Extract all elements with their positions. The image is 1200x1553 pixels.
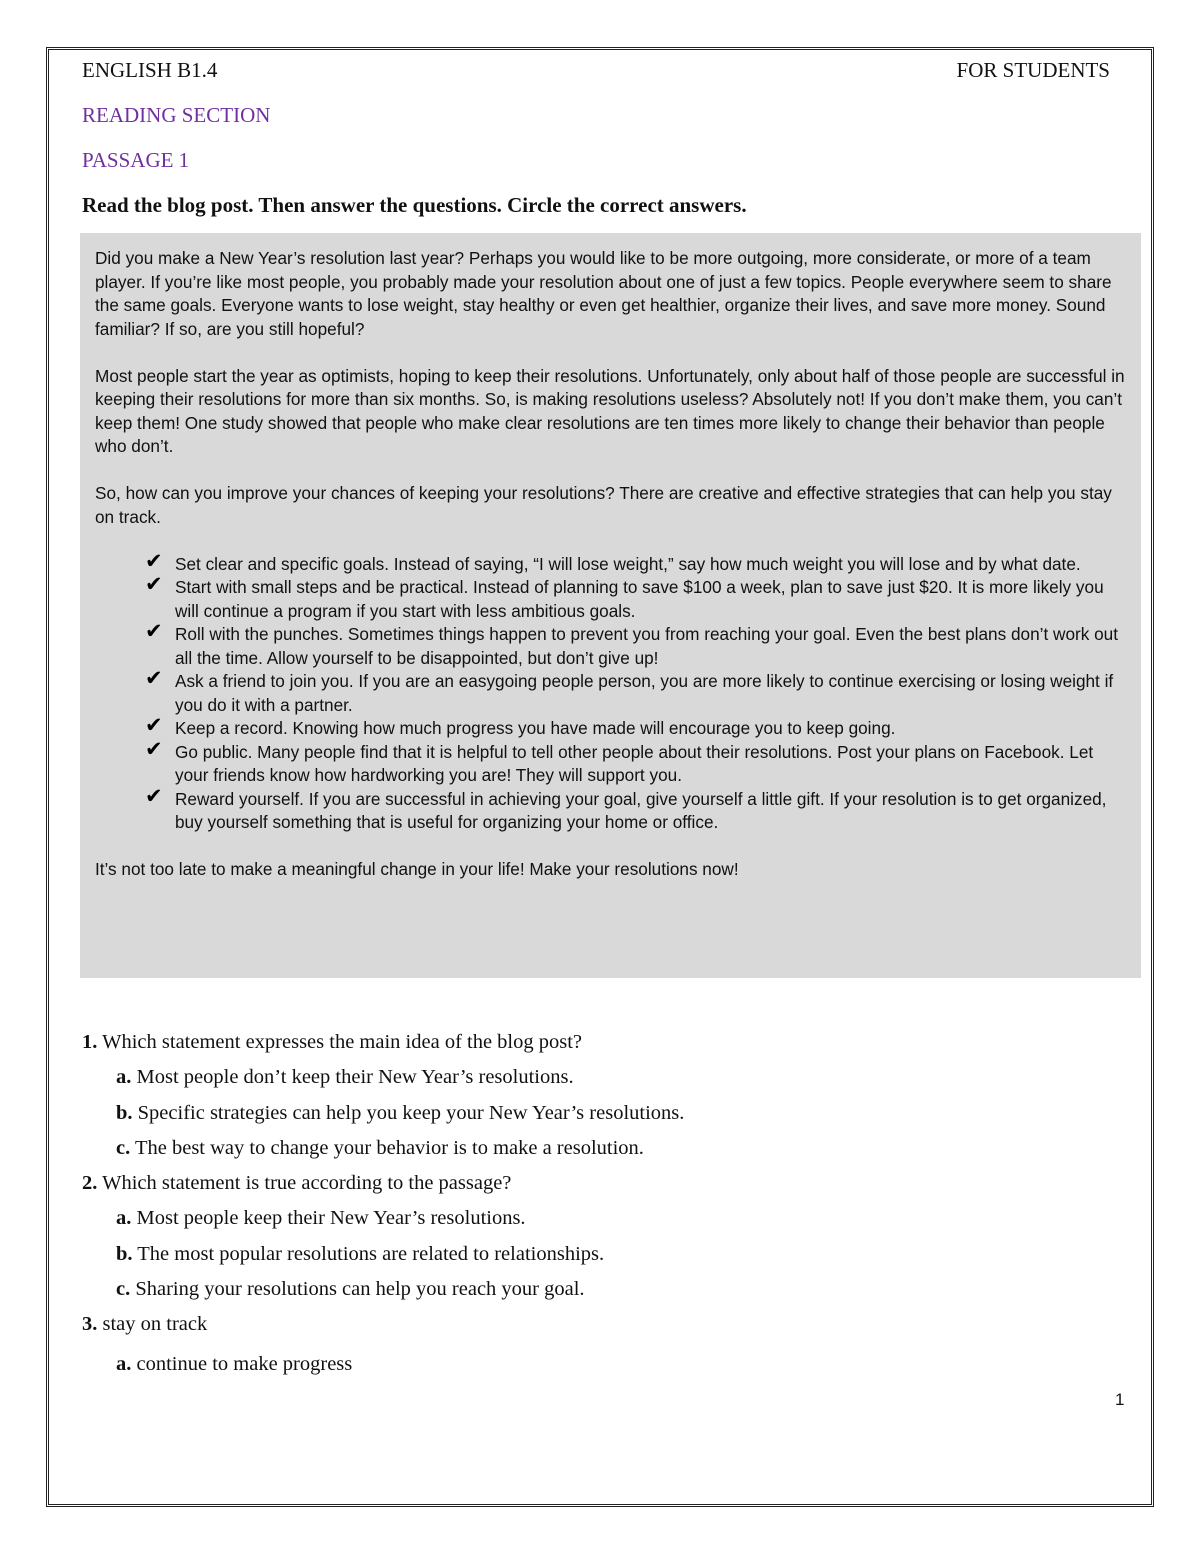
answer-option[interactable] xyxy=(82,1098,1082,1133)
strategy-item xyxy=(145,572,1125,623)
question-number: 1. xyxy=(82,1031,98,1053)
blog-paragraph: Most people start the year as optimists, hoping to keep their resolutions. Unfortunately, only about half of those people are successful in keeping their resolutions for more than six months. So, is making resolutions useless? Absolutely not! If you don’t make them, you can’t keep them! One study showed that people who make clear resolutions are ten times more likely to change their behavior than people who don’t. xyxy=(95,365,1125,456)
question-3 xyxy=(82,1309,1082,1344)
answer-option[interactable] xyxy=(82,1203,1082,1238)
blog-closing: It’s not too late to make a meaningful change in your life! Make your resolutions now! xyxy=(95,859,739,879)
option-text: Most people don’t keep their New Year’s resolutions. xyxy=(131,1066,574,1089)
question-list xyxy=(82,1027,1082,1384)
option-letter: a. xyxy=(116,1352,132,1375)
strategy-item xyxy=(145,783,1125,835)
checkmark-icon: ✔ xyxy=(145,736,163,761)
checkmark-icon: ✔ xyxy=(145,666,163,690)
strategy-list xyxy=(95,548,1125,835)
blog-post xyxy=(80,233,1141,978)
checkmark-icon: ✔ xyxy=(145,572,163,596)
option-text: continue to make progress xyxy=(131,1352,353,1375)
option-text: The best way to change your behavior is to make a resolution. xyxy=(130,1136,644,1159)
checkmark-icon: ✔ xyxy=(145,548,163,573)
answer-option[interactable] xyxy=(82,1062,1082,1097)
answer-option[interactable] xyxy=(82,1349,1082,1384)
option-letter: b. xyxy=(116,1242,133,1265)
strategy-item xyxy=(145,619,1125,670)
question-text: stay on track xyxy=(97,1313,208,1336)
question-1 xyxy=(82,1027,1082,1062)
strategy-text: Keep a record. Knowing how much progress you have made will encourage you to keep going. xyxy=(175,718,896,738)
option-text: Most people keep their New Year’s resolutions. xyxy=(131,1207,526,1230)
answer-option[interactable] xyxy=(82,1133,1082,1168)
option-letter: c. xyxy=(116,1136,131,1159)
option-letter: c. xyxy=(116,1278,131,1301)
option-letter: a. xyxy=(116,1066,132,1089)
option-text: Specific strategies can help you keep your New Year’s resolutions. xyxy=(132,1101,685,1124)
strategy-text: Roll with the punches. Sometimes things happen to prevent you from reaching your goal. Even the best plans don’t work out all the time. Allow yourself to be disappointed, but don’t give up! xyxy=(175,624,1118,668)
question-text: Which statement is true according to the passage? xyxy=(97,1172,512,1195)
checkmark-icon: ✔ xyxy=(145,619,163,643)
answer-option[interactable] xyxy=(82,1274,1082,1309)
instructions: Read the blog post. Then answer the questions. Circle the correct answers. xyxy=(82,193,747,217)
blog-paragraph: So, how can you improve your chances of keeping your resolutions? There are creative and effective strategies that can help you stay on track. xyxy=(95,483,1112,527)
page-header xyxy=(82,58,1110,84)
strategy-item xyxy=(145,666,1125,717)
strategy-text: Ask a friend to join you. If you are an easygoing people person, you are more likely to continue exercising or losing weight if you do it with a partner. xyxy=(175,671,1114,715)
strategy-item xyxy=(145,713,1125,741)
strategy-item xyxy=(145,736,1125,788)
strategy-text: Go public. Many people find that it is helpful to tell other people about their resolutions. Post your plans on Facebook. Let your friends know how hardworking you are! They will support you. xyxy=(175,741,1094,785)
strategy-item xyxy=(145,548,1125,577)
blog-paragraph: Did you make a New Year’s resolution last year? Perhaps you would like to be more outgoing, more considerate, or more of a team player. If you’re like most people, you probably made your resolution about one of just a few topics. People everywhere seem to share the same goals. Everyone wants to lose weight, stay healthy or even get healthier, organize their lives, and save more money. Sound familiar? If so, are you still hopeful? xyxy=(95,248,1112,339)
audience-label: FOR STUDENTS xyxy=(956,58,1110,82)
question-2 xyxy=(82,1168,1082,1203)
answer-option[interactable] xyxy=(82,1239,1082,1274)
option-text: The most popular resolutions are related to relationships. xyxy=(132,1242,605,1265)
page-number: 1 xyxy=(1115,1390,1125,1409)
strategy-text: Reward yourself. If you are successful in achieving your goal, give yourself a little gift. If your resolution is to get organized, buy yourself something that is useful for organizing your home or office. xyxy=(175,788,1107,832)
course-title: ENGLISH B1.4 xyxy=(82,58,218,82)
option-letter: a. xyxy=(116,1207,132,1230)
passage-title: PASSAGE 1 xyxy=(82,148,190,172)
strategy-text: Start with small steps and be practical. Instead of planning to save $100 a week, plan to save just $20. It is more likely you will continue a program if you start with less ambitious goals. xyxy=(175,577,1104,621)
checkmark-icon: ✔ xyxy=(145,783,163,808)
section-title: READING SECTION xyxy=(82,103,271,127)
option-text: Sharing your resolutions can help you reach your goal. xyxy=(130,1278,585,1301)
question-number: 3. xyxy=(82,1313,98,1336)
question-text: Which statement expresses the main idea of the blog post? xyxy=(97,1031,583,1053)
checkmark-icon: ✔ xyxy=(145,713,163,737)
question-number: 2. xyxy=(82,1172,98,1195)
option-letter: b. xyxy=(116,1101,133,1124)
strategy-text: Set clear and specific goals. Instead of saying, “I will lose weight,” say how much weight you will lose and by what date. xyxy=(175,553,1081,574)
